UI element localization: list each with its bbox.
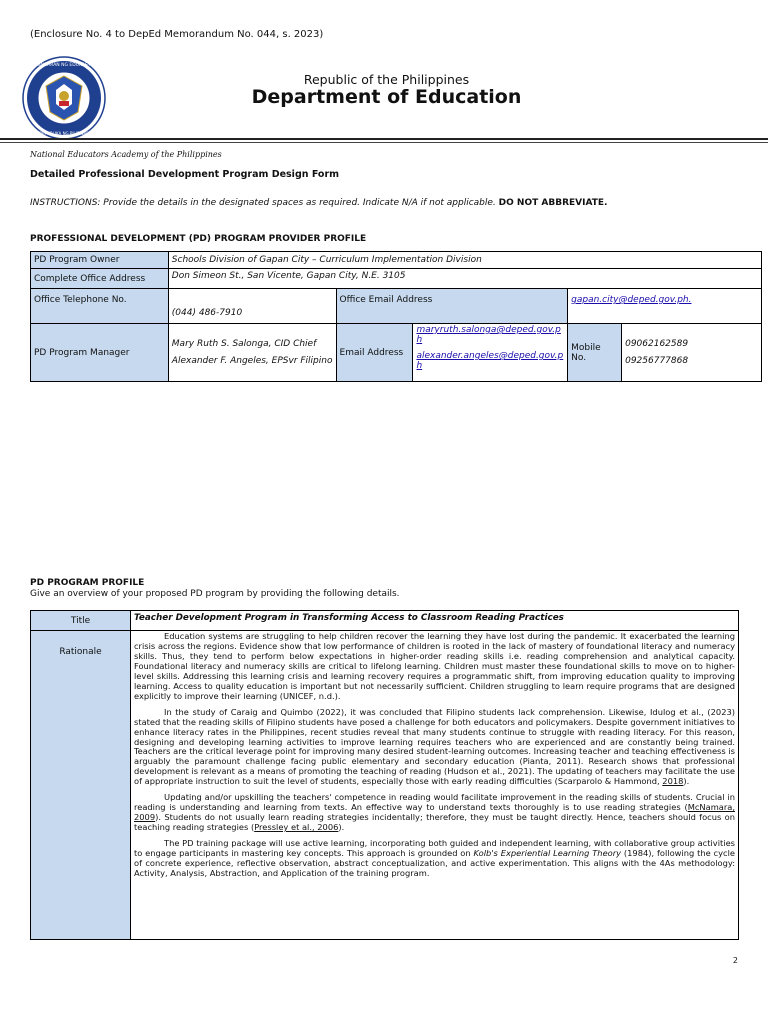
citation-link[interactable]: McNamara, 2009 [134, 802, 735, 823]
manager-label: PD Program Manager [31, 324, 169, 382]
office-email-label: Office Email Address [336, 289, 568, 324]
phone-label: Office Telephone No. [31, 289, 169, 324]
phone-value: (044) 486-7910 [168, 289, 336, 324]
rationale-label: Rationale [31, 631, 131, 940]
rationale-paragraph-2: In the study of Caraig and Quimbo (2022), it was concluded that Filipino students lack comprehension. Likewise, Idulog et al., (2023) stated that the reading skills of Filipino students have posed a challenge for both educators and policymakers. Despite government initiatives to enhance literacy rates in the Philippines, recent studies reveal that many students continue to struggle with reading literacy. For this reason, designing and developing learning activities to improve learning requires teachers who are experienced and are constantly being trained. Teachers are the critical leverage point for improving many desired student-learning outcomes. Increasing teacher and teaching effectiveness is arguably the paramount challenge facing public elementary and secondary education (Pianta, 2011). Research shows that professional development is relevant as a means of promoting the teaching of reading (Hudson et al., 2021). The updating of teachers may facilitate the use of appropriate instruction to suit the level of students, especially those with early reading difficulties (Scarparolo & Hammond, 2018). [134, 706, 735, 787]
rationale-paragraph-1: Education systems are struggling to help children recover the learning they have lost during the pandemic. It exacerbated the learning crisis across the regions. Evidence show that low performance of children is rooted in the lack of mastery of foundational literacy and numeracy skills. Thus, they tend to perform below expectations in higher-order reading skills i.e. reading comprehension and analytical capacity. Foundational literacy and numeracy skills are critical to lifelong learning. Children must master these foundational skills to move on to higher-level skills. Addressing this learning crisis and learning recovery requires a programmatic shift, from improving education quality to improving learning. Access to quality education is important but not necessarily sufficient. Children struggling to learn require programs that are designed explicitly to improve their learning (UNICEF, n.d.). [134, 631, 735, 701]
instructions-emphasis: DO NOT ABBREVIATE. [498, 198, 608, 208]
office-email-link[interactable]: gapan.city@deped.gov.ph. [571, 295, 692, 305]
provider-section-heading: PROFESSIONAL DEVELOPMENT (PD) PROGRAM PROVIDER PROFILE [30, 234, 367, 244]
instructions-text: INSTRUCTIONS: Provide the details in the designated spaces as required. Indicate N/A if not applicable. [30, 198, 496, 208]
program-section-heading: PD PROGRAM PROFILE [30, 578, 145, 588]
email-label: Email Address [336, 324, 413, 382]
header-divider-thin [0, 142, 768, 143]
citation-link[interactable]: Pressley et al., 2006 [254, 822, 339, 833]
table-row [31, 611, 739, 631]
rationale-paragraph-4: The PD training package will use active learning, incorporating both guided and independent learning, with collaborative group activities to engage participants in mastering key concepts. This approach is grounded on Kolb's Experiential Learning Theory (1984), following the cycle of concrete experience, reflective observation, abstract conceptualization, and active experimentation. This aligns with the 4As methodology: Activity, Analysis, Abstraction, and Application of the training program. [134, 838, 735, 878]
office-email-cell [568, 289, 762, 324]
mobile-label: Mobile No. [568, 324, 622, 382]
citation-link[interactable]: 2018 [662, 776, 684, 787]
title-value: Teacher Development Program in Transforming Access to Classroom Reading Practices [131, 611, 739, 631]
email-link-2[interactable]: alexander.angeles@deped.gov.ph [416, 351, 564, 371]
academy-name: National Educators Academy of the Philippines [30, 150, 222, 159]
table-row [31, 631, 739, 940]
email-link-1[interactable]: maryruth.salonga@deped.gov.ph [416, 325, 561, 345]
program-profile-table [30, 610, 739, 940]
table-row [31, 324, 762, 382]
enclosure-note: (Enclosure No. 4 to DepEd Memorandum No. 044, s. 2023) [30, 29, 324, 40]
title-label: Title [31, 611, 131, 631]
svg-text:KAGAWARAN NG EDUKASYON: KAGAWARAN NG EDUKASYON [30, 63, 98, 68]
form-title: Detailed Professional Development Program Design Form [30, 169, 340, 180]
rationale-value [131, 631, 739, 940]
manager-name-2: Alexander F. Angeles, EPSvr Filipino [171, 356, 333, 366]
address-value: Don Simeon St., San Vicente, Gapan City, N.E. 3105 [168, 269, 761, 289]
table-row [31, 289, 762, 324]
republic-heading: Republic of the Philippines [303, 72, 470, 87]
program-overview: Give an overview of your proposed PD program by providing the following details. [30, 589, 400, 599]
mobile-number-2: 09256777868 [625, 356, 689, 366]
instructions [30, 198, 607, 208]
header-divider [0, 138, 768, 140]
department-heading: Department of Education [251, 86, 522, 108]
manager-values [168, 324, 336, 382]
owner-value: Schools Division of Gapan City – Curriculum Implementation Division [168, 252, 761, 269]
provider-profile-table [30, 251, 762, 382]
manager-name-1: Mary Ruth S. Salonga, CID Chief [171, 339, 317, 349]
owner-label: PD Program Owner [31, 252, 169, 269]
email-values [413, 324, 568, 382]
address-label: Complete Office Address [31, 269, 169, 289]
table-row [31, 252, 762, 269]
rationale-paragraph-3: Updating and/or upskilling the teachers' competence in reading would facilitate improvement in the reading skills of students. Crucial in reading is understanding and learning from texts. An effective way to understand texts thoroughly is to use reading strategies (McNamara, 2009). Students do not usually learn reading strategies incidentally; therefore, they must be taught directly. Hence, teachers should focus on teaching reading strategies (Pressley et al., 2006). [134, 792, 735, 833]
svg-text:REPUBLIKA NG PILIPINAS: REPUBLIKA NG PILIPINAS [39, 131, 89, 136]
mobile-number-1: 09062162589 [625, 339, 689, 349]
table-row [31, 269, 762, 289]
mobile-values [622, 324, 762, 382]
page-number: 2 [732, 956, 738, 965]
